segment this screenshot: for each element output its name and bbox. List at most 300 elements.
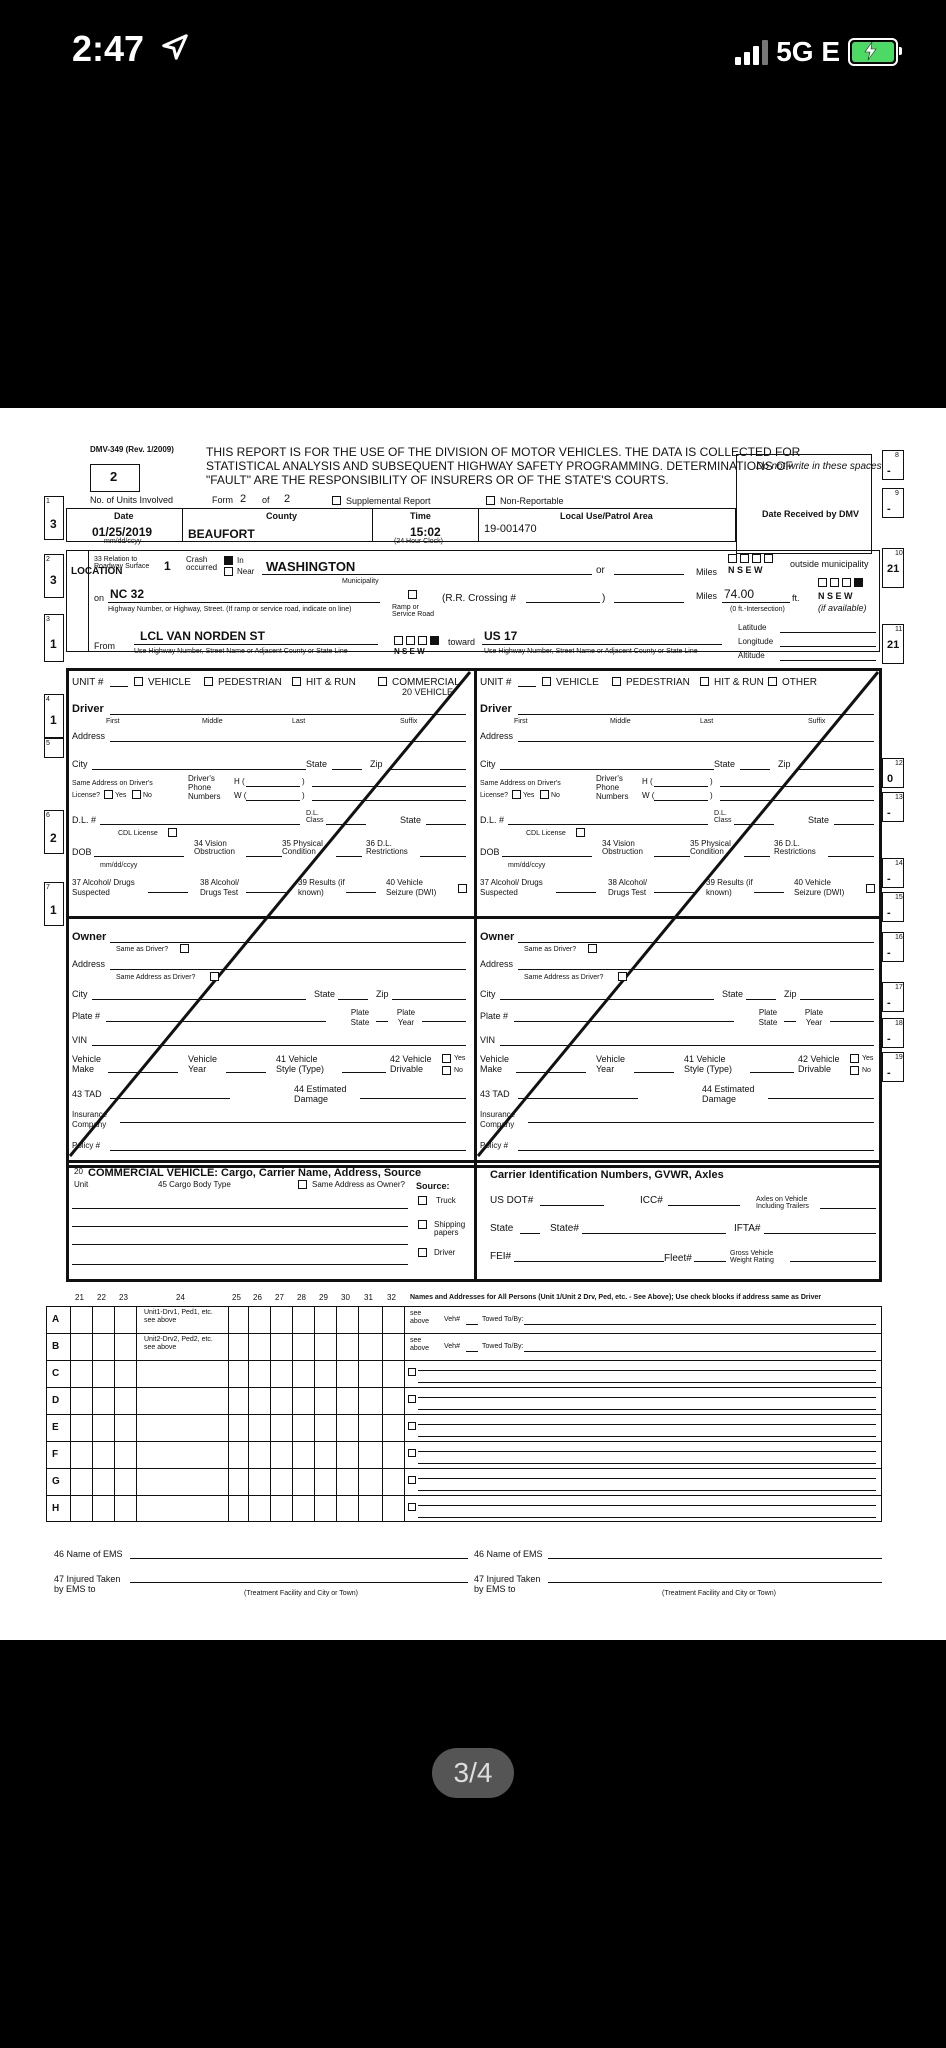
- driver-label: Driver: [480, 703, 512, 715]
- last-label: Last: [292, 718, 306, 725]
- local-use-label: Local Use/Patrol Area: [560, 511, 653, 521]
- column-number: 28: [297, 1293, 306, 1302]
- plate-label: Plate #: [72, 1011, 101, 1021]
- column-number: 21: [75, 1293, 84, 1302]
- right-box-label: 10: [895, 550, 903, 557]
- road-value: NC 32: [110, 587, 145, 601]
- column-number: 25: [232, 1293, 241, 1302]
- plate-year-label: Plate Year: [396, 1008, 416, 1027]
- facility-hint-1: (Treatment Facility and City or Town): [244, 1590, 358, 1597]
- from-label: From: [94, 641, 115, 651]
- location-arrow-icon: [160, 32, 190, 62]
- right-box-label: 18: [895, 1020, 903, 1027]
- owner-state-label: State: [722, 989, 744, 999]
- last-label: Last: [700, 718, 714, 725]
- state-no-label: State#: [550, 1223, 579, 1234]
- left-box-label: 7: [46, 884, 50, 891]
- license-yes-checkbox[interactable]: [512, 790, 521, 799]
- from-hint: Use Highway Number, Street Name or Adjacent County or State Line: [134, 648, 348, 655]
- owner-label: Owner: [72, 931, 107, 943]
- column-number: 27: [275, 1293, 284, 1302]
- yes-label: Yes: [523, 792, 535, 799]
- phone-h-label: H (: [642, 777, 653, 786]
- drivable-no-label: No: [862, 1067, 871, 1074]
- row-letter: F: [52, 1449, 59, 1460]
- row-letter: A: [52, 1314, 60, 1325]
- injured-label-1: 47 Injured Taken by EMS to: [54, 1574, 121, 1594]
- notice-line-2: STATISTICAL ANALYSIS AND SUBSEQUENT HIGHWAY SAFETY PROGRAMMING. DETERMINATIONS OF: [206, 459, 793, 473]
- paren: ): [710, 791, 713, 800]
- state-label: State: [306, 759, 328, 769]
- vehicle-style-label: 41 Vehicle Style (Type): [276, 1054, 325, 1074]
- row-letter: H: [52, 1503, 60, 1514]
- cdl-label: CDL License: [118, 830, 158, 837]
- left-box-label: 3: [46, 616, 50, 623]
- ramp-label: Ramp or Service Road: [392, 604, 435, 618]
- towed-label: Towed To/By:: [482, 1316, 524, 1323]
- tad-label: 43 TAD: [480, 1089, 510, 1099]
- vision-label: 34 Vision Obstruction: [602, 839, 643, 856]
- row-letter: E: [52, 1422, 59, 1433]
- date-format: mm/dd/ccyy: [104, 538, 142, 545]
- other-label: OTHER: [782, 677, 817, 688]
- phone-w-label: W (: [642, 791, 655, 800]
- insurance-label: Insurance Company: [480, 1110, 516, 1129]
- right-box-label: 11: [895, 626, 903, 633]
- driver-source-label: Driver: [434, 1248, 456, 1257]
- paren: ): [302, 791, 305, 800]
- right-box-label: 9: [895, 490, 899, 497]
- seizure-checkbox[interactable]: [866, 884, 875, 893]
- driver-source-checkbox[interactable]: [418, 1248, 427, 1257]
- right-box-value: -: [887, 807, 891, 819]
- carrier-title: Carrier Identification Numbers, GVWR, Axles: [490, 1169, 724, 1181]
- ft-label: ft.: [792, 593, 800, 603]
- pedestrian-label: PEDESTRIAN: [218, 677, 282, 688]
- left-box-value: 1: [50, 903, 57, 917]
- latitude-label: Latitude: [738, 623, 767, 632]
- same-owner-label: Same Address as Owner?: [312, 1180, 405, 1189]
- municipality-value: WASHINGTON: [266, 559, 356, 574]
- policy-label: Policy #: [72, 1141, 101, 1150]
- rr-label: (R.R. Crossing #: [442, 593, 516, 604]
- icc-label: ICC#: [640, 1195, 663, 1206]
- status-time: 2:47: [72, 28, 145, 69]
- hit-run-checkbox[interactable]: [700, 677, 709, 686]
- towed-label: Towed To/By:: [482, 1343, 524, 1350]
- non-reportable-label: Non-Reportable: [500, 496, 564, 506]
- county-label: County: [266, 511, 297, 521]
- column-number: 31: [364, 1293, 373, 1302]
- relation-label: 33 Relation to Roadway Surface: [94, 556, 150, 570]
- right-box-label: 13: [895, 794, 903, 801]
- plate-label: Plate #: [480, 1011, 509, 1021]
- right-box-value: -: [887, 947, 891, 959]
- commercial-title: COMMERCIAL VEHICLE: Cargo, Carrier Name, Address, Source: [88, 1167, 422, 1179]
- license-label: License?: [480, 792, 509, 799]
- battery-charging-icon: [848, 38, 898, 66]
- owner-zip-label: Zip: [784, 989, 797, 999]
- same-address-label: Same Address on Driver's: [72, 780, 153, 787]
- cdl-checkbox[interactable]: [576, 828, 585, 837]
- right-box-value: 0: [887, 773, 894, 785]
- dob-format: mm/dd/ccyy: [508, 862, 546, 869]
- suffix-label: Suffix: [400, 718, 418, 725]
- same-address-checkbox[interactable]: [408, 1503, 416, 1511]
- left-box-label: 1: [46, 498, 50, 505]
- network-type: 5G E: [776, 36, 840, 67]
- right-box-label: 15: [895, 894, 903, 901]
- near-label: Near: [237, 567, 255, 576]
- crash-occurred-label: Crash occurred: [186, 555, 218, 572]
- no-label: No: [143, 792, 152, 799]
- nsew-label-2: N S E W: [818, 591, 853, 601]
- row-letter: C: [52, 1368, 60, 1379]
- right-box-label: 8: [895, 452, 899, 459]
- drivable-yes-checkbox[interactable]: [442, 1054, 451, 1063]
- same-address-checkbox[interactable]: [408, 1395, 416, 1403]
- fei-label: FEI#: [490, 1251, 512, 1262]
- suffix-label: Suffix: [808, 718, 826, 725]
- pedestrian-label: PEDESTRIAN: [626, 677, 690, 688]
- policy-label: Policy #: [480, 1141, 509, 1150]
- driver-label: Driver: [72, 703, 104, 715]
- drivable-no-checkbox[interactable]: [442, 1066, 451, 1075]
- miles-value: 74.00: [724, 587, 755, 601]
- usdot-label: US DOT#: [490, 1195, 534, 1206]
- zip-label: Zip: [370, 759, 383, 769]
- dl-state-label: State: [808, 815, 830, 825]
- same-address-checkbox[interactable]: [408, 1368, 416, 1376]
- city-label: City: [480, 759, 496, 769]
- left-box-value: 3: [50, 573, 57, 587]
- miles-label-1: Miles: [696, 567, 718, 577]
- of-label: of: [262, 495, 270, 505]
- commercial-checkbox[interactable]: [378, 677, 387, 686]
- row-a-text: Unit1-Drv1, Ped1, etc. see above: [144, 1309, 213, 1324]
- see-above-label: see above: [410, 1337, 430, 1352]
- right-box-value: -: [887, 465, 891, 477]
- same-address-driver-checkbox[interactable]: [210, 972, 219, 981]
- unit-1-panel: [70, 670, 474, 1158]
- same-address-driver-label: Same Address as Driver?: [116, 974, 196, 981]
- phone-w-label: W (: [234, 791, 247, 800]
- or-label: or: [596, 565, 605, 576]
- owner-zip-label: Zip: [376, 989, 389, 999]
- cargo-label: 45 Cargo Body Type: [158, 1180, 231, 1189]
- location-vertical-label: LOCATION: [71, 566, 123, 577]
- vehicle-make-label: Vehicle Make: [72, 1054, 102, 1074]
- same-as-driver-label: Same as Driver?: [116, 946, 169, 953]
- left-box-label: 2: [46, 556, 50, 563]
- right-box-label: 12: [895, 760, 903, 767]
- row-letter: B: [52, 1341, 60, 1352]
- dl-state-label: State: [400, 815, 422, 825]
- toward-label: toward: [448, 637, 476, 647]
- dob-label: DOB: [72, 847, 92, 857]
- intersection-hint: (0 ft.-Intersection): [730, 606, 785, 613]
- dob-label: DOB: [480, 847, 500, 857]
- row-letter: G: [52, 1476, 60, 1487]
- left-box-label: 4: [46, 696, 50, 703]
- same-address-checkbox[interactable]: [408, 1422, 416, 1430]
- axles-label: Axles on Vehicle Including Trailers: [756, 1196, 809, 1210]
- row-b-text: Unit2-Drv2, Ped2, etc. see above: [144, 1336, 213, 1351]
- address-label: Address: [480, 731, 514, 741]
- drivable-yes-label: Yes: [454, 1055, 466, 1062]
- time-label: Time: [410, 511, 431, 521]
- same-address-driver-label: Same Address as Driver?: [524, 974, 604, 981]
- pedestrian-checkbox[interactable]: [204, 677, 213, 686]
- vehicle-year-label: Vehicle Year: [188, 1054, 218, 1074]
- vehicle-checkbox[interactable]: [134, 677, 143, 686]
- restrictions-label: 36 D.L. Restrictions: [774, 839, 816, 856]
- yes-label: Yes: [115, 792, 127, 799]
- see-above-label: see above: [410, 1310, 430, 1325]
- same-address-checkbox[interactable]: [408, 1449, 416, 1457]
- results-label: 39 Results (if known): [298, 878, 345, 897]
- vehicle-label: VEHICLE: [556, 677, 599, 688]
- alcohol-label: 37 Alcohol/ Drugs Suspected: [72, 878, 135, 897]
- veh-label: Veh#: [444, 1316, 460, 1323]
- vin-label: VIN: [480, 1035, 496, 1045]
- right-box-label: 16: [895, 934, 903, 941]
- left-box-label: 5: [46, 740, 50, 747]
- dl-class-label: D.L. Class: [714, 810, 732, 824]
- same-address-driver-checkbox[interactable]: [618, 972, 627, 981]
- local-use-value: 19-001470: [484, 523, 537, 535]
- alcohol-test-label: 38 Alcohol/ Drugs Test: [200, 878, 240, 897]
- dl-class-label: D.L. Class: [306, 810, 324, 824]
- owner-state-label: State: [314, 989, 336, 999]
- right-box-label: 19: [895, 1054, 903, 1061]
- unit-2-panel: [478, 670, 882, 1158]
- source-label: Source:: [416, 1181, 450, 1191]
- owner-city-label: City: [72, 989, 88, 999]
- zip-label: Zip: [778, 759, 791, 769]
- column-number: 32: [387, 1293, 396, 1302]
- seizure-label: 40 Vehicle Seizure (DWI): [794, 878, 845, 897]
- date-label: Date: [114, 511, 134, 521]
- hit-run-checkbox[interactable]: [292, 677, 301, 686]
- dob-format: mm/dd/ccyy: [100, 862, 138, 869]
- longitude-label: Longitude: [738, 637, 774, 646]
- plate-state-label: Plate State: [758, 1008, 778, 1027]
- right-box-label: 14: [895, 860, 903, 867]
- same-as-driver-label: Same as Driver?: [524, 946, 577, 953]
- left-box-value: 2: [50, 831, 57, 845]
- relation-value: 1: [164, 559, 171, 573]
- if-available: (if available): [818, 603, 867, 613]
- dl-number-label: D.L. #: [480, 815, 505, 825]
- commercial-label: COMMERCIAL: [392, 677, 460, 688]
- vin-label: VIN: [72, 1035, 88, 1045]
- right-box-value: -: [887, 1033, 891, 1045]
- form-id: DMV-349 (Rev. 1/2009): [90, 445, 174, 454]
- owner-label: Owner: [480, 931, 515, 943]
- vehicle-label: VEHICLE: [148, 677, 191, 688]
- form-label: Form: [212, 495, 233, 505]
- veh-label: Veh#: [444, 1343, 460, 1350]
- right-box-value: 21: [887, 563, 900, 575]
- insurance-label: Insurance Company: [72, 1110, 108, 1129]
- facility-hint-2: (Treatment Facility and City or Town): [662, 1590, 776, 1597]
- vehicle-drivable-label: 42 Vehicle Drivable: [798, 1054, 840, 1074]
- cdl-checkbox[interactable]: [168, 828, 177, 837]
- ems-name-label-2: 46 Name of EMS: [474, 1549, 543, 1559]
- column-number: 26: [253, 1293, 262, 1302]
- phone-label: Driver's Phone Numbers: [188, 774, 221, 801]
- vehicle-checkbox[interactable]: [542, 677, 551, 686]
- column-number: 24: [176, 1293, 185, 1302]
- vehicle-style-label: 41 Vehicle Style (Type): [684, 1054, 733, 1074]
- same-as-driver-checkbox[interactable]: [180, 944, 189, 953]
- restrictions-label: 36 D.L. Restrictions: [366, 839, 408, 856]
- city-label: City: [72, 759, 88, 769]
- other-checkbox[interactable]: [768, 677, 777, 686]
- form-number: 2: [240, 493, 247, 505]
- owner-city-label: City: [480, 989, 496, 999]
- commercial-unit-label: Unit: [74, 1180, 89, 1189]
- right-box-value: -: [887, 873, 891, 885]
- same-as-driver-checkbox[interactable]: [588, 944, 597, 953]
- seizure-checkbox[interactable]: [458, 884, 467, 893]
- supplemental-label: Supplemental Report: [346, 496, 431, 506]
- municipality-label: Municipality: [342, 578, 379, 585]
- vehicle-year-label: Vehicle Year: [596, 1054, 626, 1074]
- nsew-label-3: N S E W: [394, 647, 425, 656]
- persons-header-text: Names and Addresses for All Persons (Unit 1/Unit 2 Drv, Ped, etc. - See Above); Use check blocks if address same as Driver: [410, 1294, 822, 1301]
- damage-label: 44 Estimated Damage: [294, 1084, 347, 1104]
- date-received-label: Date Received by DMV: [762, 509, 860, 519]
- page-indicator: 3/4: [432, 1748, 514, 1798]
- status-bar: [0, 0, 946, 100]
- left-box-label: 6: [46, 812, 50, 819]
- plate-year-label: Plate Year: [804, 1008, 824, 1027]
- paren: ): [710, 777, 713, 786]
- do-not-write-note: Do not write in these spaces: [756, 461, 882, 472]
- truck-checkbox[interactable]: [418, 1196, 427, 1205]
- from-value: LCL VAN NORDEN ST: [140, 629, 265, 643]
- altitude-label: Altitude: [738, 651, 765, 660]
- alcohol-test-label: 38 Alcohol/ Drugs Test: [608, 878, 648, 897]
- notice-line-1: THIS REPORT IS FOR THE USE OF THE DIVISION OF MOTOR VEHICLES. THE DATA IS COLLECTED FOR: [206, 445, 801, 459]
- toward-value: US 17: [484, 629, 518, 643]
- first-label: First: [514, 718, 528, 725]
- pedestrian-checkbox[interactable]: [612, 677, 621, 686]
- vision-label: 34 Vision Obstruction: [194, 839, 235, 856]
- plate-state-label: Plate State: [350, 1008, 370, 1027]
- nsew-label-1: N S E W: [728, 565, 763, 575]
- right-box-value: -: [887, 907, 891, 919]
- cellular-signal-icon: [735, 39, 768, 65]
- commercial-number: 20: [74, 1167, 83, 1176]
- truck-label: Truck: [436, 1196, 456, 1205]
- seizure-label: 40 Vehicle Seizure (DWI): [386, 878, 437, 897]
- vehicle-drivable-label: 42 Vehicle Drivable: [390, 1054, 432, 1074]
- miles-label-2: Miles: [696, 591, 718, 601]
- address-label: Address: [72, 731, 106, 741]
- outside-municipality-label: outside municipality: [790, 559, 869, 569]
- same-address-label: Same Address on Driver's: [480, 780, 561, 787]
- notice-line-3: "FAULT" ARE THE RESPONSIBILITY OF INSURERS OR OF THE STATE'S COURTS.: [206, 473, 669, 487]
- right-box-value: -: [887, 1067, 891, 1079]
- phone-label: Driver's Phone Numbers: [596, 774, 629, 801]
- rr-close: ): [602, 593, 606, 604]
- units-involved-value: 2: [110, 469, 118, 484]
- cdl-label: CDL License: [526, 830, 566, 837]
- right-box-value: 21: [887, 639, 900, 651]
- dl-number-label: D.L. #: [72, 815, 97, 825]
- commercial-sub-label: 20 VEHICLE: [402, 687, 454, 697]
- injured-label-2: 47 Injured Taken by EMS to: [474, 1574, 541, 1594]
- tad-label: 43 TAD: [72, 1089, 102, 1099]
- vehicle-make-label: Vehicle Make: [480, 1054, 510, 1074]
- license-yes-checkbox[interactable]: [104, 790, 113, 799]
- column-number: 30: [341, 1293, 350, 1302]
- time-format: (24 Hour Clock): [394, 538, 444, 545]
- license-label: License?: [72, 792, 101, 799]
- license-no-checkbox[interactable]: [132, 790, 141, 799]
- right-box-label: 17: [895, 984, 903, 991]
- damage-label: 44 Estimated Damage: [702, 1084, 755, 1104]
- drivable-no-label: No: [454, 1067, 463, 1074]
- form-total: 2: [284, 493, 291, 505]
- on-label: on: [94, 593, 105, 603]
- hit-run-label: HIT & RUN: [306, 677, 356, 688]
- drivable-yes-checkbox[interactable]: [850, 1054, 859, 1063]
- first-label: First: [106, 718, 120, 725]
- right-box-value: -: [887, 997, 891, 1009]
- shipping-checkbox[interactable]: [418, 1220, 427, 1229]
- hit-run-label: HIT & RUN: [714, 677, 764, 688]
- gvwr-label: Gross Vehicle Weight Rating: [730, 1250, 774, 1264]
- same-owner-checkbox[interactable]: [298, 1180, 307, 1189]
- same-address-checkbox[interactable]: [408, 1476, 416, 1484]
- license-no-checkbox[interactable]: [540, 790, 549, 799]
- unit-number-label: UNIT #: [480, 677, 512, 688]
- column-number: 29: [319, 1293, 328, 1302]
- alcohol-label: 37 Alcohol/ Drugs Suspected: [480, 878, 543, 897]
- carrier-state-label: State: [490, 1223, 514, 1234]
- phone-h-label: H (: [234, 777, 245, 786]
- middle-label: Middle: [202, 718, 223, 725]
- left-box-value: 1: [50, 637, 57, 651]
- ems-name-label-1: 46 Name of EMS: [54, 1549, 123, 1559]
- state-label: State: [714, 759, 736, 769]
- units-involved-label: No. of Units Involved: [90, 495, 174, 505]
- left-box-value: 1: [50, 713, 57, 727]
- ifta-label: IFTA#: [734, 1223, 761, 1234]
- county-value: BEAUFORT: [188, 527, 255, 541]
- toward-hint: Use Highway Number, Street Name or Adjacent County or State Line: [484, 648, 698, 655]
- paren: ): [302, 777, 305, 786]
- column-number: 22: [97, 1293, 106, 1302]
- drivable-yes-label: Yes: [862, 1055, 874, 1062]
- physical-label: 35 Physical Condition: [282, 839, 323, 856]
- date-value: 01/25/2019: [92, 525, 153, 539]
- left-box-value: 3: [50, 517, 57, 531]
- right-box-value: -: [887, 503, 891, 515]
- results-label: 39 Results (if known): [706, 878, 753, 897]
- time-value: 15:02: [410, 525, 441, 539]
- drivable-no-checkbox[interactable]: [850, 1066, 859, 1075]
- middle-label: Middle: [610, 718, 631, 725]
- unit-number-label: UNIT #: [72, 677, 104, 688]
- no-label: No: [551, 792, 560, 799]
- column-number: 23: [119, 1293, 128, 1302]
- in-label: In: [237, 556, 244, 565]
